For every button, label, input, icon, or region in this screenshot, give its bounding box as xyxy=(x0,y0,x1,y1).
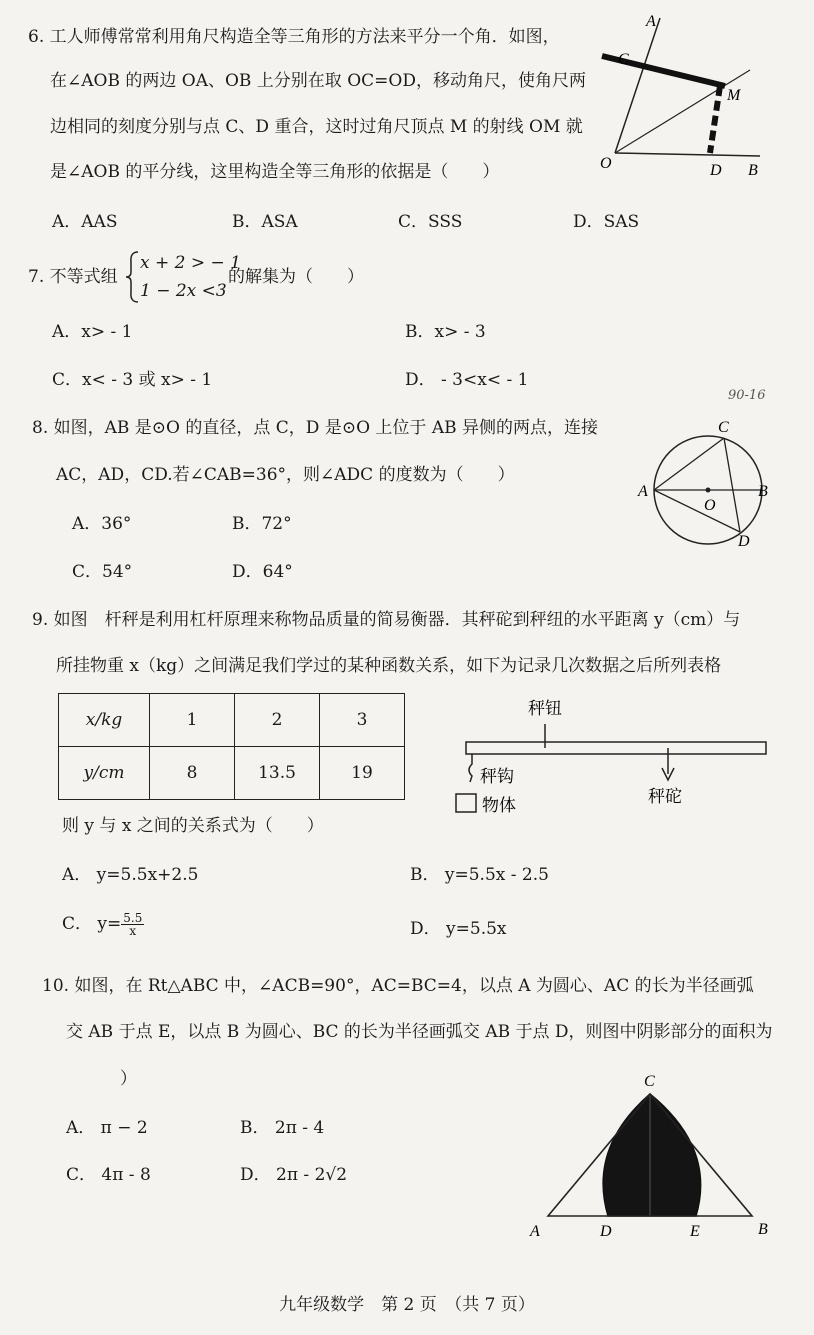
q10-option-d[interactable]: D． 2π - 2√2 xyxy=(240,1165,348,1185)
q6-text-line3: 边相同的刻度分别与点 C、D 重合，这时过角尺顶点 M 的射线 OM 就 xyxy=(50,117,583,137)
q8-text-line2: AC，AD，CD.若∠CAB=36°，则∠ADC 的度数为（ ） xyxy=(56,465,515,485)
table-cell: 19 xyxy=(320,747,405,800)
q10-label-d: D xyxy=(600,1223,612,1240)
page-footer: 九年级数学 第 2 页 （共 7 页） xyxy=(279,1295,535,1315)
table-row xyxy=(59,747,405,800)
table-cell: 13.5 xyxy=(235,747,320,800)
q6-option-a[interactable]: A．AAS xyxy=(52,212,118,232)
q10-label-c: C xyxy=(644,1073,655,1090)
q8-option-c[interactable]: C．54° xyxy=(72,562,133,582)
q10-text-line1: 10. 如图，在 Rt△ABC 中，∠ACB=90°，AC=BC=4，以点 A 为圆心、AC 的长为半径画弧 xyxy=(42,976,754,996)
table-row xyxy=(59,694,405,747)
fraction xyxy=(121,912,144,937)
q9-steelyard-figure xyxy=(450,690,780,820)
q9-option-c-prefix: C． y= xyxy=(62,914,122,934)
table-cell: 2 xyxy=(235,694,320,747)
q8-option-b[interactable]: B．72° xyxy=(232,514,292,534)
q6-text-line4: 是∠AOB 的平分线，这里构造全等三角形的依据是（ ） xyxy=(50,162,500,182)
q10-label-e: E xyxy=(690,1223,700,1240)
q8-label-a: A xyxy=(638,483,648,500)
q6-option-c[interactable]: C．SSS xyxy=(398,212,463,232)
q6-label-o: O xyxy=(600,155,612,172)
q8-label-o: O xyxy=(704,497,716,514)
q7-option-a[interactable]: A．x> - 1 xyxy=(52,322,133,342)
table-cell: 3 xyxy=(320,694,405,747)
q9-option-c[interactable] xyxy=(62,912,144,937)
q10-option-a[interactable]: A． π − 2 xyxy=(66,1118,148,1138)
fraction-denominator: x xyxy=(129,924,137,938)
fraction-numerator: 5.5 xyxy=(123,911,143,925)
q7-suffix: 的解集为（ ） xyxy=(228,267,364,287)
q7-inequality-1: x + 2 > − 1 xyxy=(140,253,241,273)
q6-label-b: B xyxy=(748,162,758,179)
q9-label-wuti: 物体 xyxy=(482,796,516,815)
q7-prefix: 7. 不等式组 xyxy=(28,267,118,287)
q9-label-tuo: 秤砣 xyxy=(648,787,682,806)
q7-option-d[interactable]: D． - 3<x< - 1 xyxy=(405,370,529,390)
q10-label-a: A xyxy=(530,1223,540,1240)
q9-label-niu: 秤钮 xyxy=(528,699,562,718)
q6-text-line2: 在∠AOB 的两边 OA、OB 上分别在取 OC=OD，移动角尺，使角尺两 xyxy=(50,71,586,91)
q9-option-a[interactable]: A． y=5.5x+2.5 xyxy=(62,865,199,885)
q7-option-b[interactable]: B．x> - 3 xyxy=(405,322,486,342)
q7-inequality-2: 1 − 2x <3 xyxy=(140,281,227,301)
q6-text-line1: 6. 工人师傅常常利用角尺构造全等三角形的方法来平分一个角．如图， xyxy=(28,27,560,47)
q9-option-d[interactable]: D． y=5.5x xyxy=(410,919,507,939)
q8-option-a[interactable]: A．36° xyxy=(72,514,132,534)
table-header-x: x/kg xyxy=(59,694,150,747)
q9-text-line1: 9. 如图 杆秤是利用杠杆原理来称物品质量的简易衡器．其秤砣到秤纽的水平距离 y（cm）与 xyxy=(32,610,741,630)
q8-label-c: C xyxy=(718,419,729,436)
q9-label-gou: 秤钩 xyxy=(480,767,514,786)
q8-label-b: B xyxy=(758,483,768,500)
handwritten-note: 90-16 xyxy=(728,388,766,403)
q6-label-m: M xyxy=(727,87,741,104)
q10-triangle-figure xyxy=(520,1068,790,1248)
table-cell: 8 xyxy=(150,747,235,800)
table-cell: 1 xyxy=(150,694,235,747)
q8-option-d[interactable]: D．64° xyxy=(232,562,293,582)
q7-option-c[interactable]: C．x< - 3 或 x> - 1 xyxy=(52,370,213,390)
table-header-y: y/cm xyxy=(59,747,150,800)
q10-text-line3: ） xyxy=(120,1069,137,1089)
q6-option-b[interactable]: B．ASA xyxy=(232,212,298,232)
q6-angle-figure xyxy=(590,8,810,188)
q6-label-d: D xyxy=(710,162,722,179)
q9-text-line2: 所挂物重 x（kg）之间满足我们学过的某种函数关系，如下为记录几次数据之后所列表格 xyxy=(56,656,722,676)
q10-label-b: B xyxy=(758,1221,768,1238)
q10-option-b[interactable]: B． 2π - 4 xyxy=(240,1118,325,1138)
q10-text-line2: 交 AB 于点 E，以点 B 为圆心、BC 的长为半径画弧交 AB 于点 D，则图中阴影部分的面积为 xyxy=(66,1022,773,1042)
q8-text-line1: 8. 如图，AB 是⊙O 的直径，点 C，D 是⊙O 上位于 AB 异侧的两点，连接 xyxy=(32,418,598,438)
q9-data-table xyxy=(58,693,405,800)
q9-question: 则 y 与 x 之间的关系式为（ ） xyxy=(62,816,324,836)
q9-option-b[interactable]: B． y=5.5x - 2.5 xyxy=(410,865,549,885)
q6-option-d[interactable]: D．SAS xyxy=(573,212,640,232)
q10-option-c[interactable]: C． 4π - 8 xyxy=(66,1165,151,1185)
q6-label-a: A xyxy=(646,13,656,30)
q6-label-c: C xyxy=(618,51,629,68)
q8-circle-figure xyxy=(636,408,796,558)
q8-label-d: D xyxy=(738,533,750,550)
brace-icon xyxy=(124,250,140,304)
